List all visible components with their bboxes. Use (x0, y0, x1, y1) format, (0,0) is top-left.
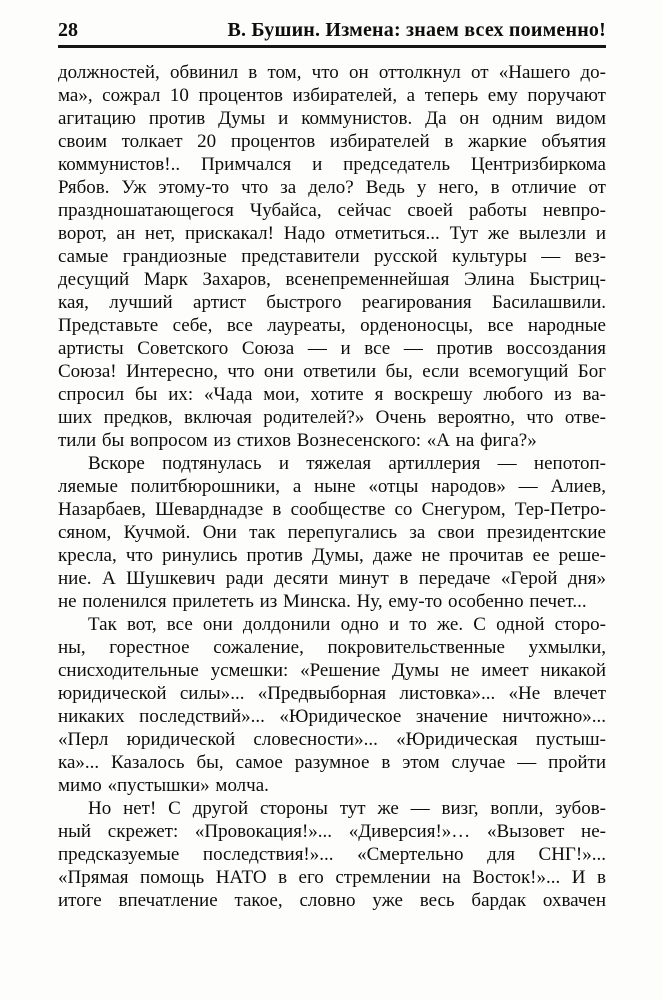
text-line: ка»... Казалось бы, самое разумное в этом случае — пройти (58, 752, 606, 773)
text-line: Рябов. Уж этому-то что за дело? Ведь у него, в отличие от (58, 177, 606, 198)
text-line: десущий Марк Захаров, всенепременнейшая Элина Быстриц- (58, 269, 606, 290)
text-line: своим толкает 20 процентов избирателей в жаркие объятия (58, 131, 606, 152)
text-line: итоге впечатление такое, словно уже весь бардак охвачен (58, 890, 606, 911)
text-line: ный скрежет: «Провокация!»... «Диверсия!»… «Вызовет не- (58, 821, 606, 842)
text-line: предсказуемые последствия!»... «Смертельно для СНГ!»... (58, 844, 606, 865)
text-line: ляемые политбюрошники, а ныне «отцы народов» — Алиев, (58, 476, 606, 497)
text-line: «Прямая помощь НАТО в его стремлении на Восток!»... И в (58, 867, 606, 888)
text-line: ших предков, включая родителей?» Очень вероятно, что отве- (58, 407, 606, 428)
running-title: В. Бушин. Измена: знаем всех поименно! (227, 19, 606, 41)
text-line: Но нет! С другой стороны тут же — визг, вопли, зубов- (88, 798, 606, 819)
text-line: Вскоре подтянулась и тяжелая артиллерия — непотоп- (88, 453, 606, 474)
text-line: Назарбаев, Шеварднадзе в сообществе со Снегуром, Тер-Петро- (58, 499, 606, 520)
text-line: мимо «пустышки» молча. (58, 775, 269, 796)
text-line: Так вот, все они долдонили одно и то же. С одной сторо- (88, 614, 606, 635)
text-line: ние. А Шушкевич ради десяти минут в передаче «Герой дня» (58, 568, 606, 589)
text-line: сяном, Кучмой. Они так перепугались за свои президентские (58, 522, 606, 543)
text-line: кая, лучший артист быстрого реагирования Басилашвили. (58, 292, 606, 313)
text-line: Союза! Интересно, что они ответили бы, если всемогущий Бог (58, 361, 606, 382)
running-header (58, 19, 606, 41)
text-line: праздношатающегося Чубайса, сейчас своей работы невпро- (58, 200, 606, 221)
page-text (58, 61, 606, 912)
text-line: ма», сожрал 10 процентов избирателей, а теперь ему поручают (58, 85, 606, 106)
text-line: ворот, ан нет, прискакал! Надо отметиться... Тут же вылезли и (58, 223, 606, 244)
text-line: ны, горестное сожаление, покровительственные ухмылки, (58, 637, 606, 658)
header-rule (58, 45, 606, 48)
text-line: снисходительные усмешки: «Решение Думы не имеет никакой (58, 660, 606, 681)
text-line: должностей, обвинил в том, что он оттолкнул от «Нашего до- (58, 62, 606, 83)
text-line: Представьте себе, все лауреаты, орденоносцы, все народные (58, 315, 606, 336)
text-line: самые грандиозные представители русской культуры — вез- (58, 246, 606, 267)
text-line: не поленился прилететь из Минска. Ну, ему-то особенно печет... (58, 591, 587, 612)
text-line: «Перл юридической словесности»... «Юридическая пустыш- (58, 729, 606, 750)
text-line: коммунистов!.. Примчался и председатель Центризбиркома (58, 154, 606, 175)
text-line: юридической силы»... «Предвыборная листовка»... «Не влечет (58, 683, 606, 704)
text-line: спросил бы их: «Чада мои, хотите я воскрешу любого из ва- (58, 384, 606, 405)
text-line: артисты Советского Союза — и все — против воссоздания (58, 338, 606, 359)
text-line: никаких последствий»... «Юридическое значение ничтожно»... (58, 706, 606, 727)
text-line: тили бы вопросом из стихов Вознесенского: «А на фига?» (58, 430, 537, 451)
page-number: 28 (58, 19, 78, 41)
text-line: агитацию против Думы и коммунистов. Да он одним видом (58, 108, 606, 129)
text-line: кресла, что ринулись против Думы, даже не прочитав ее реше- (58, 545, 606, 566)
